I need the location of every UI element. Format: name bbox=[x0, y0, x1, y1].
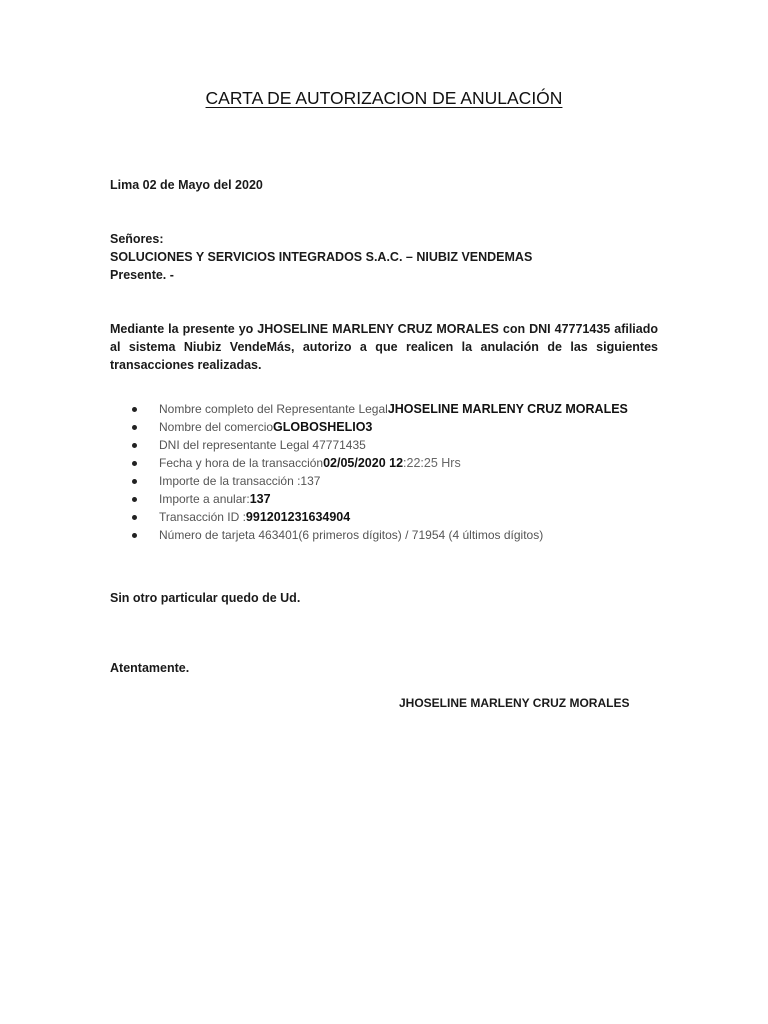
transaction-details-list bbox=[132, 400, 628, 544]
greeting: Señores: bbox=[110, 232, 164, 246]
bullet-icon bbox=[132, 479, 137, 484]
list-item bbox=[132, 490, 628, 508]
farewell: Atentamente. bbox=[110, 661, 190, 675]
list-item bbox=[132, 454, 628, 472]
item-value: 137 bbox=[249, 492, 271, 506]
list-item bbox=[132, 472, 628, 490]
list-item bbox=[132, 436, 628, 454]
item-value: 02/05/2020 12 bbox=[323, 456, 404, 470]
date-line: Lima 02 de Mayo del 2020 bbox=[110, 178, 263, 192]
list-item bbox=[132, 400, 628, 418]
signature-name: JHOSELINE MARLENY CRUZ MORALES bbox=[399, 696, 630, 710]
item-label: Importe de la transacción :137 bbox=[159, 474, 321, 488]
letter-title: CARTA DE AUTORIZACION DE ANULACIÓN bbox=[205, 88, 563, 108]
list-item bbox=[132, 508, 628, 526]
item-label: Nombre del comercio bbox=[159, 420, 274, 434]
bullet-icon bbox=[132, 443, 137, 448]
bullet-icon bbox=[132, 497, 137, 502]
item-label: Importe a anular: bbox=[159, 492, 250, 506]
item-extra: ) bbox=[539, 528, 544, 542]
recipient: SOLUCIONES Y SERVICIOS INTEGRADOS S.A.C. – NIUBIZ VENDEMAS bbox=[110, 250, 533, 264]
list-item bbox=[132, 526, 628, 544]
item-extra: :22:25 Hrs bbox=[403, 456, 461, 470]
bullet-icon bbox=[132, 407, 137, 412]
bullet-icon bbox=[132, 461, 137, 466]
item-label: Nombre completo del Representante Legal bbox=[159, 402, 388, 416]
bullet-icon bbox=[132, 515, 137, 520]
bullet-icon bbox=[132, 533, 137, 538]
item-label: Número de tarjeta 463401(6 primeros dígitos) / 71954 (4 últimos dígitos bbox=[159, 528, 540, 542]
letter-body: Mediante la presente yo JHOSELINE MARLENY CRUZ MORALES con DNI 47771435 afiliado al sistema Niubiz VendeMás, autorizo a que realicen la anulación de las siguientes transacciones realizadas. bbox=[110, 322, 658, 372]
bullet-icon bbox=[132, 425, 137, 430]
item-value: JHOSELINE MARLENY CRUZ MORALES bbox=[387, 402, 628, 416]
item-value: 991201231634904 bbox=[245, 510, 351, 524]
item-label: Transacción ID : bbox=[159, 510, 246, 524]
list-item bbox=[132, 418, 628, 436]
item-value: GLOBOSHELIO3 bbox=[273, 420, 373, 434]
item-label: Fecha y hora de la transacción bbox=[159, 456, 324, 470]
closing-line: Sin otro particular quedo de Ud. bbox=[110, 591, 301, 605]
item-label: DNI del representante Legal 47771435 bbox=[159, 438, 366, 452]
presente: Presente. - bbox=[110, 268, 174, 282]
